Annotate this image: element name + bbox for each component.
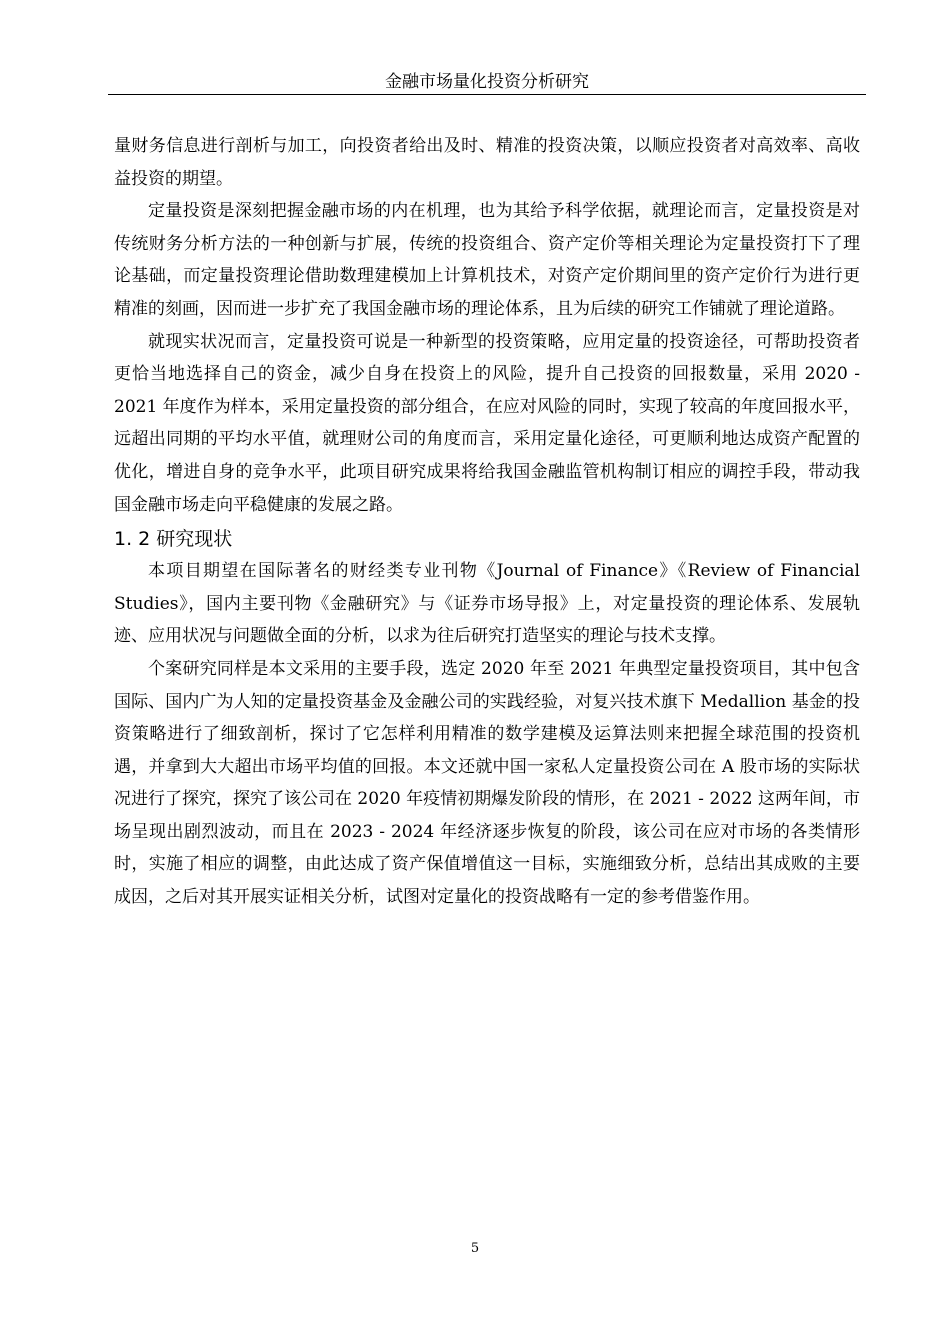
page-header: [108, 70, 866, 95]
document-body: [114, 130, 860, 914]
section-heading: 1. 2 研究现状: [114, 528, 233, 551]
body-paragraph: 就现实状况而言，定量投资可说是一种新型的投资策略，应用定量的投资途径，可帮助投资者更恰当地选择自己的资金，减少自身在投资上的风险，提升自己投资的回报数量，采用 2020 - 2021 年度作为样本，采用定量投资的部分组合，在应对风险的同时，实现了较高的年度回报水平，远超出同期的平均水平值，就理财公司的角度而言，采用定量化途径，可更顺利地达成资产配置的优化，增进自身的竞争水平，此项目研究成果将给我国金融监管机构制订相应的调控手段，带动我国金融市场走向平稳健康的发展之路。: [114, 331, 860, 515]
body-paragraph: 本项目期望在国际著名的财经类专业刊物《Journal of Finance》《Review of Financial Studies》，国内主要刊物《金融研究》与《证券市场导报》上，对定量投资的理论体系、发展轨迹、应用状况与问题做全面的分析，以求为往后研究打造坚实的理论与技术支撑。: [114, 561, 860, 647]
page-number: 5: [470, 1241, 480, 1256]
body-paragraph: 定量投资是深刻把握金融市场的内在机理，也为其给予科学依据，就理论而言，定量投资是对传统财务分析方法的一种创新与扩展，传统的投资组合、资产定价等相关理论为定量投资打下了理论基础，而定量投资理论借助数理建模加上计算机技术，对资产定价期间里的资产定价行为进行更精准的刻画，因而进一步扩充了我国金融市场的理论体系，且为后续的研究工作铺就了理论道路。: [114, 201, 860, 319]
body-paragraph: 个案研究同样是本文采用的主要手段，选定 2020 年至 2021 年典型定量投资项目，其中包含国际、国内广为人知的定量投资基金及金融公司的实践经验，对复兴技术旗下 Medallion 基金的投资策略进行了细致剖析，探讨了它怎样利用精准的数学建模及运算法则来把握全球范围的投资机遇，并拿到大大超出市场平均值的回报。本文还就中国一家私人定量投资公司在 A 股市场的实际状况进行了探究，探究了该公司在 2020 年疫情初期爆发阶段的情形，在 2021 - 2022 这两年间，市场呈现出剧烈波动，而且在 2023 - 2024 年经济逐步恢复的阶段，该公司在应对市场的各类情形时，实施了相应的调整，由此达成了资产保值增值这一目标，实施细致分析，总结出其成败的主要成因，之后对其开展实证相关分析，试图对定量化的投资战略有一定的参考借鉴作用。: [114, 658, 860, 908]
body-paragraph: 量财务信息进行剖析与加工，向投资者给出及时、精准的投资决策，以顺应投资者对高效率、高收益投资的期望。: [114, 136, 860, 189]
running-title: 金融市场量化投资分析研究: [385, 72, 589, 92]
